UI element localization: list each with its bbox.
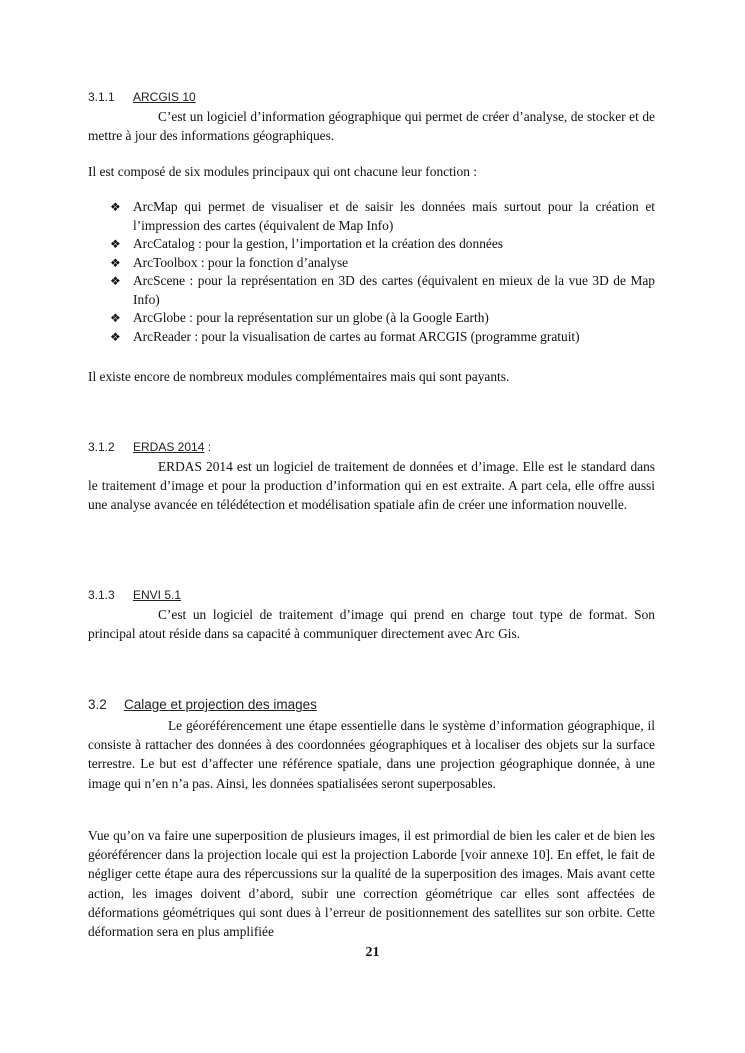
diamond-bullet-icon: ❖ <box>110 329 121 344</box>
heading-title: ENVI 5.1 <box>133 588 182 602</box>
erdas-body: ERDAS 2014 est un logiciel de traitement de données et d’image. Elle est le standard dans le traitement d’image et pour la production d’information qui en est extraite. A part cela, elle offre aussi une analyse avancée en télédétection et modélisation spatiale afin de créer une information nouvelle. <box>88 459 655 513</box>
heading-suffix: : <box>204 440 212 454</box>
calage-paragraph-2: Vue qu’on va faire une superposition de plusieurs images, il est primordial de bien les caler et de bien les géoréférencer dans la projection locale qui est la projection Laborde [voir annexe 10]. En effet, le fait de négliger cette étape aura des répercussions sur la qualité de la superposition des images. Mais avant cette action, les images doivent d’abord, subir une correction géométrique car elles sont affectées de déformations géométriques qui sont dues à l’erreur de positionnement des satellites sur son orbite. Cette déformation sera en plus amplifiée <box>88 828 655 940</box>
diamond-bullet-icon: ❖ <box>110 274 121 288</box>
calage-paragraph-1: Le géoréférencement une étape essentielle dans le système d’information géographique, il consiste à rattacher des données à des coordonnées géographiques et à localiser des objets sur la surface terrestre. Le but est d’affecter une référence spatiale, dans une projection géographique donnée, à une image qui n’en n’a pas. Ainsi, les données spatialisées seront superposables. <box>88 718 655 791</box>
list-item: ❖ ArcScene : pour la représentation en 3D des cartes (équivalent en mieux de la vue 3D de Map Info) <box>110 273 655 307</box>
heading-title: ERDAS 2014 <box>133 440 205 454</box>
heading-erdas <box>88 440 211 454</box>
heading-title: ARCGIS 10 <box>133 90 196 104</box>
diamond-bullet-icon: ❖ <box>110 237 121 251</box>
page-number: 21 <box>365 945 380 960</box>
arcgis-closing: Il existe encore de nombreux modules complémentaires mais qui sont payants. <box>88 369 510 384</box>
heading-number: 3.2 <box>88 697 107 712</box>
heading-title: Calage et projection des images <box>124 697 317 712</box>
diamond-bullet-icon: ❖ <box>110 255 121 270</box>
list-item: ❖ ArcMap qui permet de visualiser et de saisir les données mais surtout pour la création et l’impression des cartes (équivalent de Map Info) <box>110 199 655 233</box>
heading-calage <box>88 697 317 712</box>
heading-number: 3.1.3 <box>88 588 115 602</box>
list-item: ❖ ArcToolbox : pour la fonction d’analyse <box>110 254 655 273</box>
arcgis-module-list <box>110 198 655 346</box>
heading-arcgis <box>88 90 196 104</box>
diamond-bullet-icon: ❖ <box>110 311 121 325</box>
envi-body: C’est un logiciel de traitement d’image qui prend en charge tout type de format. Son principal atout réside dans sa capacité à communiquer directement avec Arc Gis. <box>88 607 655 642</box>
list-item: ❖ ArcCatalog : pour la gestion, l’importation et la création des données <box>110 235 655 254</box>
list-item: ❖ ArcReader : pour la visualisation de cartes au format ARCGIS (programme gratuit) <box>110 328 655 347</box>
list-item: ❖ ArcGlobe : pour la représentation sur un globe (à la Google Earth) <box>110 309 655 328</box>
arcgis-intro: C’est un logiciel d’information géographique qui permet de créer d’analyse, de stocker et de mettre à jour des informations géographiques. <box>88 109 655 144</box>
arcgis-modules-lead: Il est composé de six modules principaux qui ont chacune leur fonction : <box>88 164 477 179</box>
diamond-bullet-icon: ❖ <box>110 200 121 214</box>
heading-envi <box>88 588 181 602</box>
heading-number: 3.1.2 <box>88 440 115 454</box>
heading-number: 3.1.1 <box>88 90 115 104</box>
